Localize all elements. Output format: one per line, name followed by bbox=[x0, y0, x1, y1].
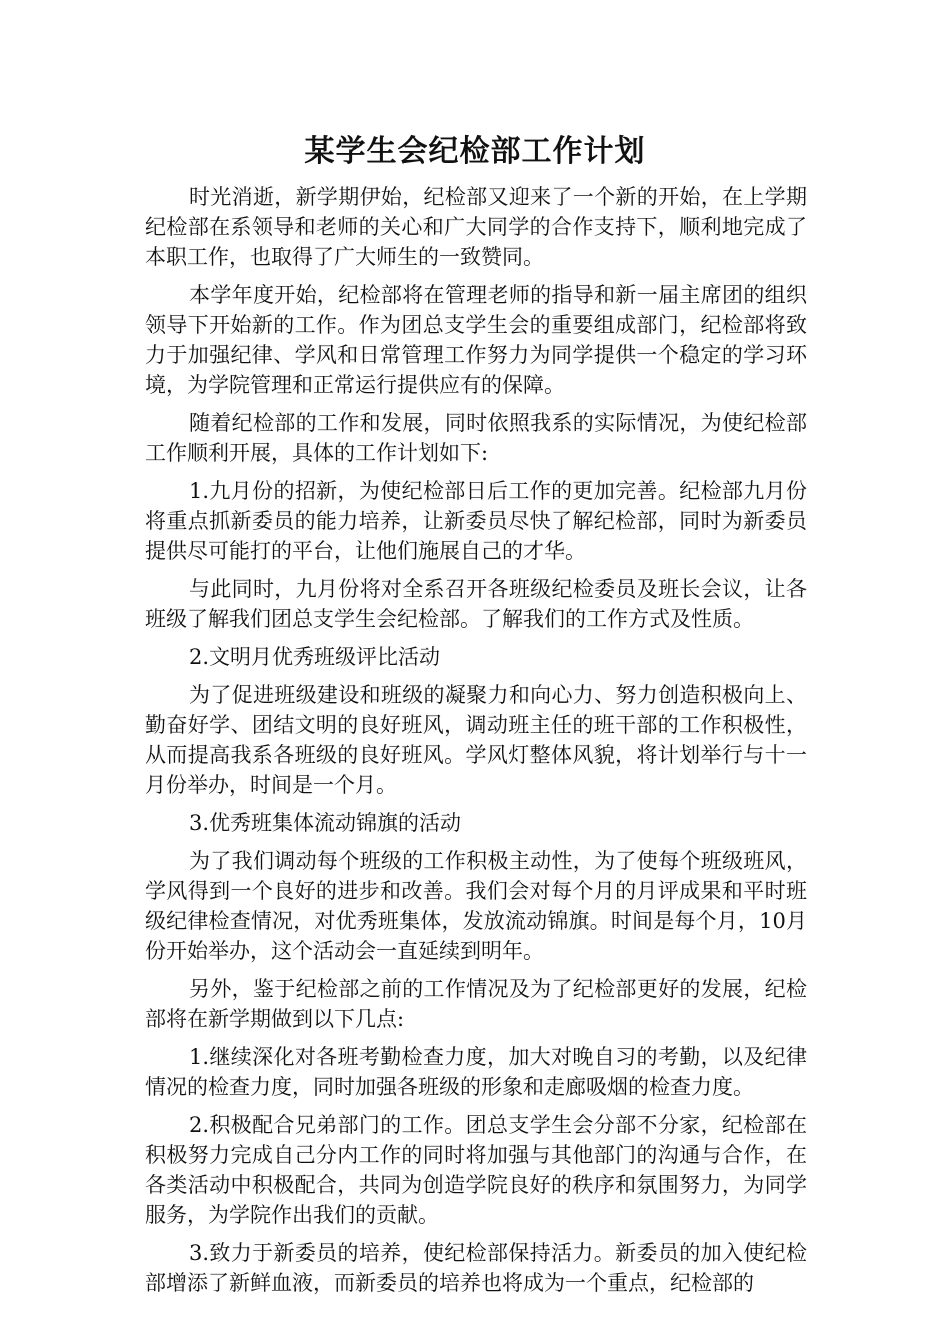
paragraph: 为了我们调动每个班级的工作积极主动性，为了使每个班级班风，学风得到一个良好的进步和改善。我们会对每个月的月评成果和平时班级纪律检查情况，对优秀班集体，发放流动锦旗。时间是每个月，10月份开始举办，这个活动会一直延续到明年。 bbox=[145, 849, 807, 963]
paragraph: 随着纪检部的工作和发展，同时依照我系的实际情况，为使纪检部工作顺利开展，具体的工作计划如下: bbox=[145, 411, 807, 465]
paragraph: 1.九月份的招新，为使纪检部日后工作的更加完善。纪检部九月份将重点抓新委员的能力培养，让新委员尽快了解纪检部，同时为新委员提供尽可能打的平台，让他们施展自己的才华。 bbox=[145, 479, 807, 563]
document-body bbox=[145, 182, 807, 1306]
section-heading: 2.文明月优秀班级评比活动 bbox=[189, 645, 441, 669]
document-title: 某学生会纪检部工作计划 bbox=[304, 134, 646, 169]
paragraph: 时光消逝，新学期伊始，纪检部又迎来了一个新的开始，在上学期纪检部在系领导和老师的关心和广大同学的合作支持下，顺利地完成了本职工作，也取得了广大师生的一致赞同。 bbox=[145, 185, 807, 269]
paragraph: 3.致力于新委员的培养，使纪检部保持活力。新委员的加入使纪检部增添了新鲜血液，而新委员的培养也将成为一个重点，纪检部的 bbox=[145, 1241, 807, 1295]
section-heading: 3.优秀班集体流动锦旗的活动 bbox=[189, 811, 462, 835]
paragraph: 另外，鉴于纪检部之前的工作情况及为了纪检部更好的发展，纪检部将在新学期做到以下几点: bbox=[145, 977, 807, 1031]
paragraph: 1.继续深化对各班考勤检查力度，加大对晚自习的考勤，以及纪律情况的检查力度，同时加强各班级的形象和走廊吸烟的检查力度。 bbox=[145, 1045, 807, 1099]
paragraph: 与此同时，九月份将对全系召开各班级纪检委员及班长会议，让各班级了解我们团总支学生会纪检部。了解我们的工作方式及性质。 bbox=[145, 577, 807, 631]
paragraph: 为了促进班级建设和班级的凝聚力和向心力、努力创造积极向上、勤奋好学、团结文明的良好班风，调动班主任的班干部的工作积极性，从而提高我系各班级的良好班风。学风灯整体风貌，将计划举行与十一月份举办，时间是一个月。 bbox=[145, 683, 807, 797]
paragraph: 本学年度开始，纪检部将在管理老师的指导和新一届主席团的组织领导下开始新的工作。作为团总支学生会的重要组成部门，纪检部将致力于加强纪律、学风和日常管理工作努力为同学提供一个稳定的学习环境，为学院管理和正常运行提供应有的保障。 bbox=[145, 283, 807, 397]
paragraph: 2.积极配合兄弟部门的工作。团总支学生会分部不分家，纪检部在积极努力完成自己分内工作的同时将加强与其他部门的沟通与合作，在各类活动中积极配合，共同为创造学院良好的秩序和氛围努力，为同学服务，为学院作出我们的贡献。 bbox=[145, 1113, 807, 1227]
